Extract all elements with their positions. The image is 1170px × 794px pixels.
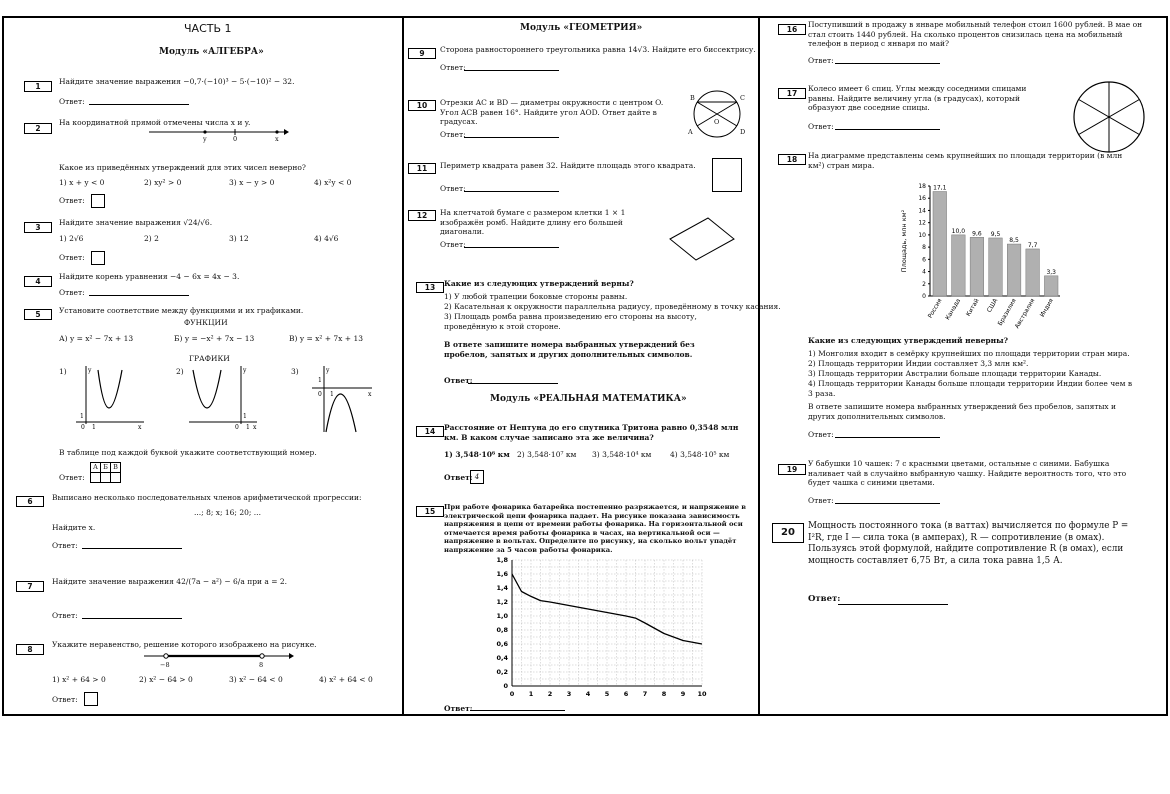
- y-tick-label: 4: [922, 268, 926, 276]
- task-text: Сторона равностороннего треугольника равна 14√3. Найдите его биссектрису.: [440, 45, 756, 54]
- svg-text:0: 0: [318, 391, 322, 398]
- svg-text:1: 1: [246, 424, 250, 431]
- option[interactable]: 2) 2: [144, 234, 159, 243]
- answer-line[interactable]: [464, 137, 559, 138]
- x-tick-label: 6: [623, 690, 629, 698]
- y-tick-label: 8: [922, 244, 926, 252]
- bar: [970, 237, 984, 296]
- answer-line[interactable]: [838, 604, 948, 605]
- option[interactable]: 4) x² + 64 < 0: [319, 675, 373, 684]
- answer-label: Ответ:: [59, 97, 85, 106]
- square-figure: [712, 158, 742, 192]
- task-number: 15: [416, 506, 444, 517]
- svg-text:y: y: [88, 367, 92, 374]
- number-line: [149, 126, 289, 148]
- column-algebra: [4, 18, 404, 714]
- task-text: На координатной прямой отмечены числа x и y.: [59, 118, 251, 127]
- task-question: Какие из следующих утверждений неверны?: [808, 336, 1009, 345]
- svg-text:x: x: [253, 424, 257, 431]
- task-number: 10: [408, 100, 436, 111]
- graph-number: 1): [59, 367, 67, 376]
- task-text: Поступивший в продажу в январе мобильный телефон стоил 1600 рублей. В мае он стал стоить 1440 рублей. На сколько процентов снизилась цена на мобильный телефон в период с января по май?: [808, 20, 1143, 48]
- value-label: 17,1: [933, 184, 947, 192]
- answer-label: Ответ:: [808, 56, 834, 65]
- y-axis-label: Площадь, млн км²: [900, 209, 908, 273]
- task-text: Отрезки AC и BD — диаметры окружности с центром O. Угол ACB равен 16°. Найдите угол AOD. Ответ дайте в градусах.: [440, 98, 664, 126]
- task-number: 13: [416, 282, 444, 293]
- y-tick-label: 0: [922, 293, 926, 300]
- sequence: ...; 8; x; 16; 20; ...: [194, 508, 261, 517]
- bar: [952, 235, 966, 296]
- option[interactable]: 3) 12: [229, 234, 249, 243]
- answer-label: Ответ:: [59, 288, 85, 297]
- task-number: 11: [408, 163, 436, 174]
- task-text: Установите соответствие между функциями и их графиками.: [59, 306, 304, 315]
- x-tick-label: 1: [528, 690, 534, 698]
- x-tick-label: 3: [566, 690, 572, 698]
- answer-line[interactable]: [89, 295, 189, 296]
- task-number: 1: [24, 81, 52, 92]
- value-label: 9,5: [990, 230, 1001, 238]
- y-tick-label: 6: [922, 256, 926, 264]
- task-text: Найдите корень уравнения −4 − 6x = 4x − 3.: [59, 272, 240, 281]
- answer-line[interactable]: [835, 129, 940, 130]
- category-label: Австралия: [1013, 297, 1037, 330]
- x-tick-label: 2: [547, 690, 553, 698]
- graph-3: [304, 366, 374, 434]
- answer-line[interactable]: [464, 70, 559, 71]
- svg-text:y: y: [243, 367, 247, 374]
- value-label: 10,0: [951, 227, 966, 235]
- column-real-math: [760, 18, 1166, 714]
- category-label: Канада: [944, 297, 963, 322]
- bar: [933, 192, 947, 297]
- y-tick-label: 1,2: [496, 598, 508, 606]
- answer-label: Ответ:: [440, 184, 466, 193]
- bar: [1044, 276, 1058, 296]
- answer-label: Ответ:: [808, 594, 841, 604]
- y-tick-label: 1,4: [496, 584, 508, 592]
- answer-label: Ответ:: [52, 611, 78, 620]
- function-a: А) y = x² − 7x + 13: [59, 334, 134, 343]
- statement: 3) Площадь ромба равна произведению его стороны на высоту, проведённую к этой стороне.: [444, 312, 697, 331]
- letter-b: Б: [100, 462, 111, 473]
- option[interactable]: 2) xy² > 0: [144, 178, 182, 187]
- answer-line[interactable]: [82, 548, 182, 549]
- task-number: 5: [24, 309, 52, 320]
- answer-line[interactable]: [89, 104, 189, 105]
- statement: 2) Площадь территории Индии составляет 3,3 млн км².: [808, 359, 1029, 368]
- answer-label: Ответ:: [808, 122, 834, 131]
- task-text: Мощность постоянного тока (в ваттах) вычисляется по формуле P = I²R, где I — сила тока (в амперах), R — сопротивление (в омах). Пользуясь этой формулой, найдите сопротивление R (в омах), если мощность составляет 6,75 Вт, а сила тока равна 1,5 А.: [808, 521, 1129, 566]
- task-text: Какие из следующих утверждений верны?: [444, 279, 634, 288]
- answer-label: Ответ:: [444, 704, 473, 713]
- task-text: Колесо имеет 6 спиц. Углы между соседними спицами равны. Найдите величину угла (в градусах), который образуют две соседние спицы.: [808, 84, 1027, 112]
- task-number: 3: [24, 222, 52, 233]
- bar: [1026, 249, 1040, 296]
- answer-line[interactable]: [464, 247, 559, 248]
- option[interactable]: 1) 2√6: [59, 234, 84, 243]
- bar: [1007, 244, 1021, 296]
- module-title: Модуль «ГЕОМЕТРИЯ»: [520, 23, 643, 33]
- svg-text:1: 1: [80, 413, 84, 420]
- axis-label: x: [275, 135, 279, 143]
- task-number: 19: [778, 464, 806, 475]
- task-question: Какое из приведённых утверждений для этих чисел неверно?: [59, 163, 306, 172]
- svg-text:1: 1: [243, 413, 247, 420]
- y-tick-label: 12: [918, 219, 926, 227]
- y-tick-label: 0,6: [496, 640, 508, 648]
- option[interactable]: 3) 3,548·10⁴ км: [592, 450, 652, 459]
- task-number: 4: [24, 276, 52, 287]
- y-tick-label: 1,0: [496, 612, 508, 620]
- answer-line[interactable]: [82, 618, 182, 619]
- axis-label: 8: [259, 661, 264, 669]
- task-text: У бабушки 10 чашек: 7 с красными цветами, остальные с синими. Бабушка наливает чай в случайно выбранную чашку. Найдите вероятность того, что это будет чашка с синими цветами.: [808, 459, 1127, 487]
- answer-label: Ответ:: [444, 473, 473, 482]
- task-text: Найдите значение выражения √24/√6.: [59, 218, 213, 227]
- value-label: 9,6: [972, 230, 982, 238]
- option[interactable]: 4) 4√6: [314, 234, 339, 243]
- y-tick-label: 0,2: [496, 668, 508, 676]
- statement: 4) Площадь территории Канады больше площади территории Индии более чем в 3 раза.: [808, 379, 1133, 398]
- task-number: 14: [416, 426, 444, 437]
- point-label: D: [740, 128, 746, 136]
- task-text: На диаграмме представлены семь крупнейших по площади территории (в млн км²) стран мира.: [808, 151, 1123, 170]
- option[interactable]: 1) x² + 64 > 0: [52, 675, 106, 684]
- task-text: Периметр квадрата равен 32. Найдите площадь этого квадрата.: [440, 161, 696, 170]
- country-area-chart: [900, 176, 1070, 336]
- answer-label: Ответ:: [444, 376, 473, 385]
- answer-label: Ответ:: [808, 430, 834, 439]
- answer-cell[interactable]: [110, 472, 121, 483]
- x-tick-label: 10: [697, 690, 707, 698]
- svg-text:1: 1: [330, 391, 334, 398]
- task-text: Выписано несколько последовательных членов арифметической прогрессии:: [52, 493, 362, 502]
- category-label: Россия: [926, 297, 944, 320]
- column-geometry: [402, 18, 781, 714]
- y-tick-label: 0,4: [496, 654, 508, 662]
- option[interactable]: 3) x − y > 0: [229, 178, 275, 187]
- task-number: 12: [408, 210, 436, 221]
- value-label: 8,5: [1009, 237, 1019, 245]
- answer-line[interactable]: [470, 710, 565, 711]
- svg-text:y: y: [326, 367, 330, 374]
- x-tick-label: 0: [509, 690, 515, 698]
- bar: [989, 238, 1003, 296]
- option[interactable]: 4) x²y < 0: [314, 178, 352, 187]
- voltage-chart: [484, 556, 714, 706]
- y-tick-label: 0,8: [496, 626, 508, 634]
- section-label: ГРАФИКИ: [189, 354, 230, 363]
- number-line: [144, 651, 294, 661]
- statement: 1) Монголия входит в семёрку крупнейших по площади территории стран мира.: [808, 349, 1130, 358]
- category-label: Бразилия: [996, 297, 1018, 328]
- function-b: Б) y = −x² + 7x − 13: [174, 334, 255, 343]
- category-label: Индия: [1038, 297, 1055, 319]
- x-tick-label: 4: [585, 690, 591, 698]
- task-question: Найдите x.: [52, 523, 96, 532]
- task-text: На клетчатой бумаге с размером клетки 1 × 1 изображён ромб. Найдите длину его большей диагонали.: [440, 208, 626, 236]
- task-text: Укажите неравенство, решение которого изображено на рисунке.: [52, 640, 317, 649]
- category-label: Китай: [964, 297, 981, 318]
- module-title: Модуль «АЛГЕБРА»: [159, 47, 264, 57]
- answer-box[interactable]: [91, 251, 105, 265]
- y-tick-label: 18: [918, 183, 926, 190]
- x-tick-label: 8: [661, 690, 667, 698]
- y-tick-label: 2: [922, 280, 926, 288]
- y-tick-label: 14: [918, 207, 926, 215]
- graph-2: [189, 366, 259, 430]
- option[interactable]: 1) x + y < 0: [59, 178, 105, 187]
- answer-label: Ответ:: [440, 240, 466, 249]
- y-tick-label: 10: [918, 231, 926, 239]
- y-tick-label: 1,8: [496, 556, 508, 564]
- y-tick-label: 0: [503, 682, 508, 690]
- task-number: 18: [778, 154, 806, 165]
- svg-text:0: 0: [235, 424, 239, 431]
- circle-figure: [687, 88, 747, 140]
- x-tick-label: 9: [680, 690, 686, 698]
- axis-label: 0: [233, 135, 238, 143]
- axis-label: −8: [160, 661, 170, 669]
- answer-box[interactable]: 4: [470, 470, 484, 484]
- task-text: Найдите значение выражения 42/(7a − a²) − 6/a при a = 2.: [52, 577, 288, 586]
- y-tick-label: 16: [918, 195, 926, 203]
- y-tick-label: 1,6: [496, 570, 508, 578]
- answer-line[interactable]: [464, 191, 559, 192]
- svg-text:0: 0: [81, 424, 85, 431]
- wheel-figure: [1072, 80, 1146, 154]
- svg-text:x: x: [138, 424, 142, 431]
- svg-text:x: x: [368, 391, 372, 398]
- letter-c: В: [110, 462, 121, 473]
- task-number: 20: [772, 523, 804, 543]
- task-number: 6: [16, 496, 44, 507]
- x-tick-label: 5: [604, 690, 610, 698]
- point-label: C: [740, 94, 745, 102]
- x-tick-label: 7: [642, 690, 648, 698]
- rhombus-figure: [670, 218, 734, 260]
- task-number: 9: [408, 48, 436, 59]
- option[interactable]: 3) x² − 64 < 0: [229, 675, 283, 684]
- axis-label: y: [203, 135, 207, 143]
- statement: 1) У любой трапеции боковые стороны равны.: [444, 292, 628, 301]
- category-label: США: [985, 297, 1000, 314]
- answer-label: Ответ:: [440, 63, 466, 72]
- task-text: Расстояние от Нептуна до его спутника Тритона равно 0,3548 млн км. В каком случае записано эта же величина?: [444, 423, 739, 442]
- module-title: Модуль «РЕАЛЬНАЯ МАТЕМАТИКА»: [490, 394, 687, 404]
- task-number: 17: [778, 88, 806, 99]
- answer-label: Ответ:: [52, 541, 78, 550]
- function-c: В) y = x² + 7x + 13: [289, 334, 363, 343]
- exam-sheet: [2, 16, 1168, 716]
- answer-box[interactable]: [91, 194, 105, 208]
- task-text: При работе фонарика батарейка постепенно разряжается, и напряжение в электрической цепи фонарика падает. На рисунке показана зависимость напряжения в цепи от времени работы фонарика. На горизонтальной оси отмечается время работы фонарика в часах, на вертикальной оси — напряжение в вольтах. Определите по рисунку, на сколько вольт упадёт напряжение за 5 часов работы фонарика.: [444, 503, 747, 554]
- part-title: ЧАСТЬ 1: [184, 22, 232, 35]
- letter-a: А: [90, 462, 101, 473]
- graph-number: 2): [176, 367, 184, 376]
- option[interactable]: 2) x² − 64 > 0: [139, 675, 193, 684]
- point-label: B: [690, 94, 695, 102]
- statement: 2) Касательная к окружности параллельна радиусу, проведённому в точку касания.: [444, 302, 781, 311]
- section-label: ФУНКЦИИ: [184, 318, 228, 327]
- value-label: 7,7: [1027, 241, 1038, 249]
- answer-label: Ответ:: [59, 473, 85, 482]
- task-number: 16: [778, 24, 806, 35]
- option[interactable]: 1) 3,548·10⁶ км: [444, 450, 510, 459]
- option[interactable]: 4) 3,548·10⁵ км: [670, 450, 730, 459]
- answer-line[interactable]: [468, 383, 558, 384]
- answer-label: Ответ:: [52, 695, 78, 704]
- task-note: В ответе запишите номера выбранных утверждений без пробелов, запятых и других дополнительных символов.: [808, 402, 1117, 421]
- answer-line[interactable]: [835, 63, 940, 64]
- task-number: 2: [24, 123, 52, 134]
- answer-cells[interactable]: [91, 472, 121, 483]
- answer-label: Ответ:: [808, 496, 834, 505]
- svg-text:1: 1: [92, 424, 96, 431]
- answer-box[interactable]: [84, 692, 98, 706]
- task-number: 8: [16, 644, 44, 655]
- statement: 3) Площадь территории Австралии больше площади территории Канады.: [808, 369, 1102, 378]
- task-note: В таблице под каждой буквой укажите соответствующий номер.: [59, 448, 317, 457]
- graph-number: 3): [291, 367, 299, 376]
- answer-line[interactable]: [835, 437, 940, 438]
- answer-label: Ответ:: [440, 130, 466, 139]
- value-label: 3,3: [1046, 268, 1056, 276]
- task-note: В ответе запишите номера выбранных утверждений без пробелов, запятых и других дополнительных символов.: [444, 340, 695, 359]
- svg-text:1: 1: [318, 377, 322, 384]
- task-number: 7: [16, 581, 44, 592]
- answer-label: Ответ:: [59, 196, 85, 205]
- answer-label: Ответ:: [59, 253, 85, 262]
- answer-line[interactable]: [835, 503, 940, 504]
- task-text: Найдите значение выражения −0,7·(−10)³ − 5·(−10)² − 32.: [59, 77, 295, 86]
- graph-1: [76, 366, 146, 430]
- point-label: O: [714, 118, 720, 126]
- point-label: A: [688, 128, 693, 136]
- option[interactable]: 2) 3,548·10⁷ км: [517, 450, 577, 459]
